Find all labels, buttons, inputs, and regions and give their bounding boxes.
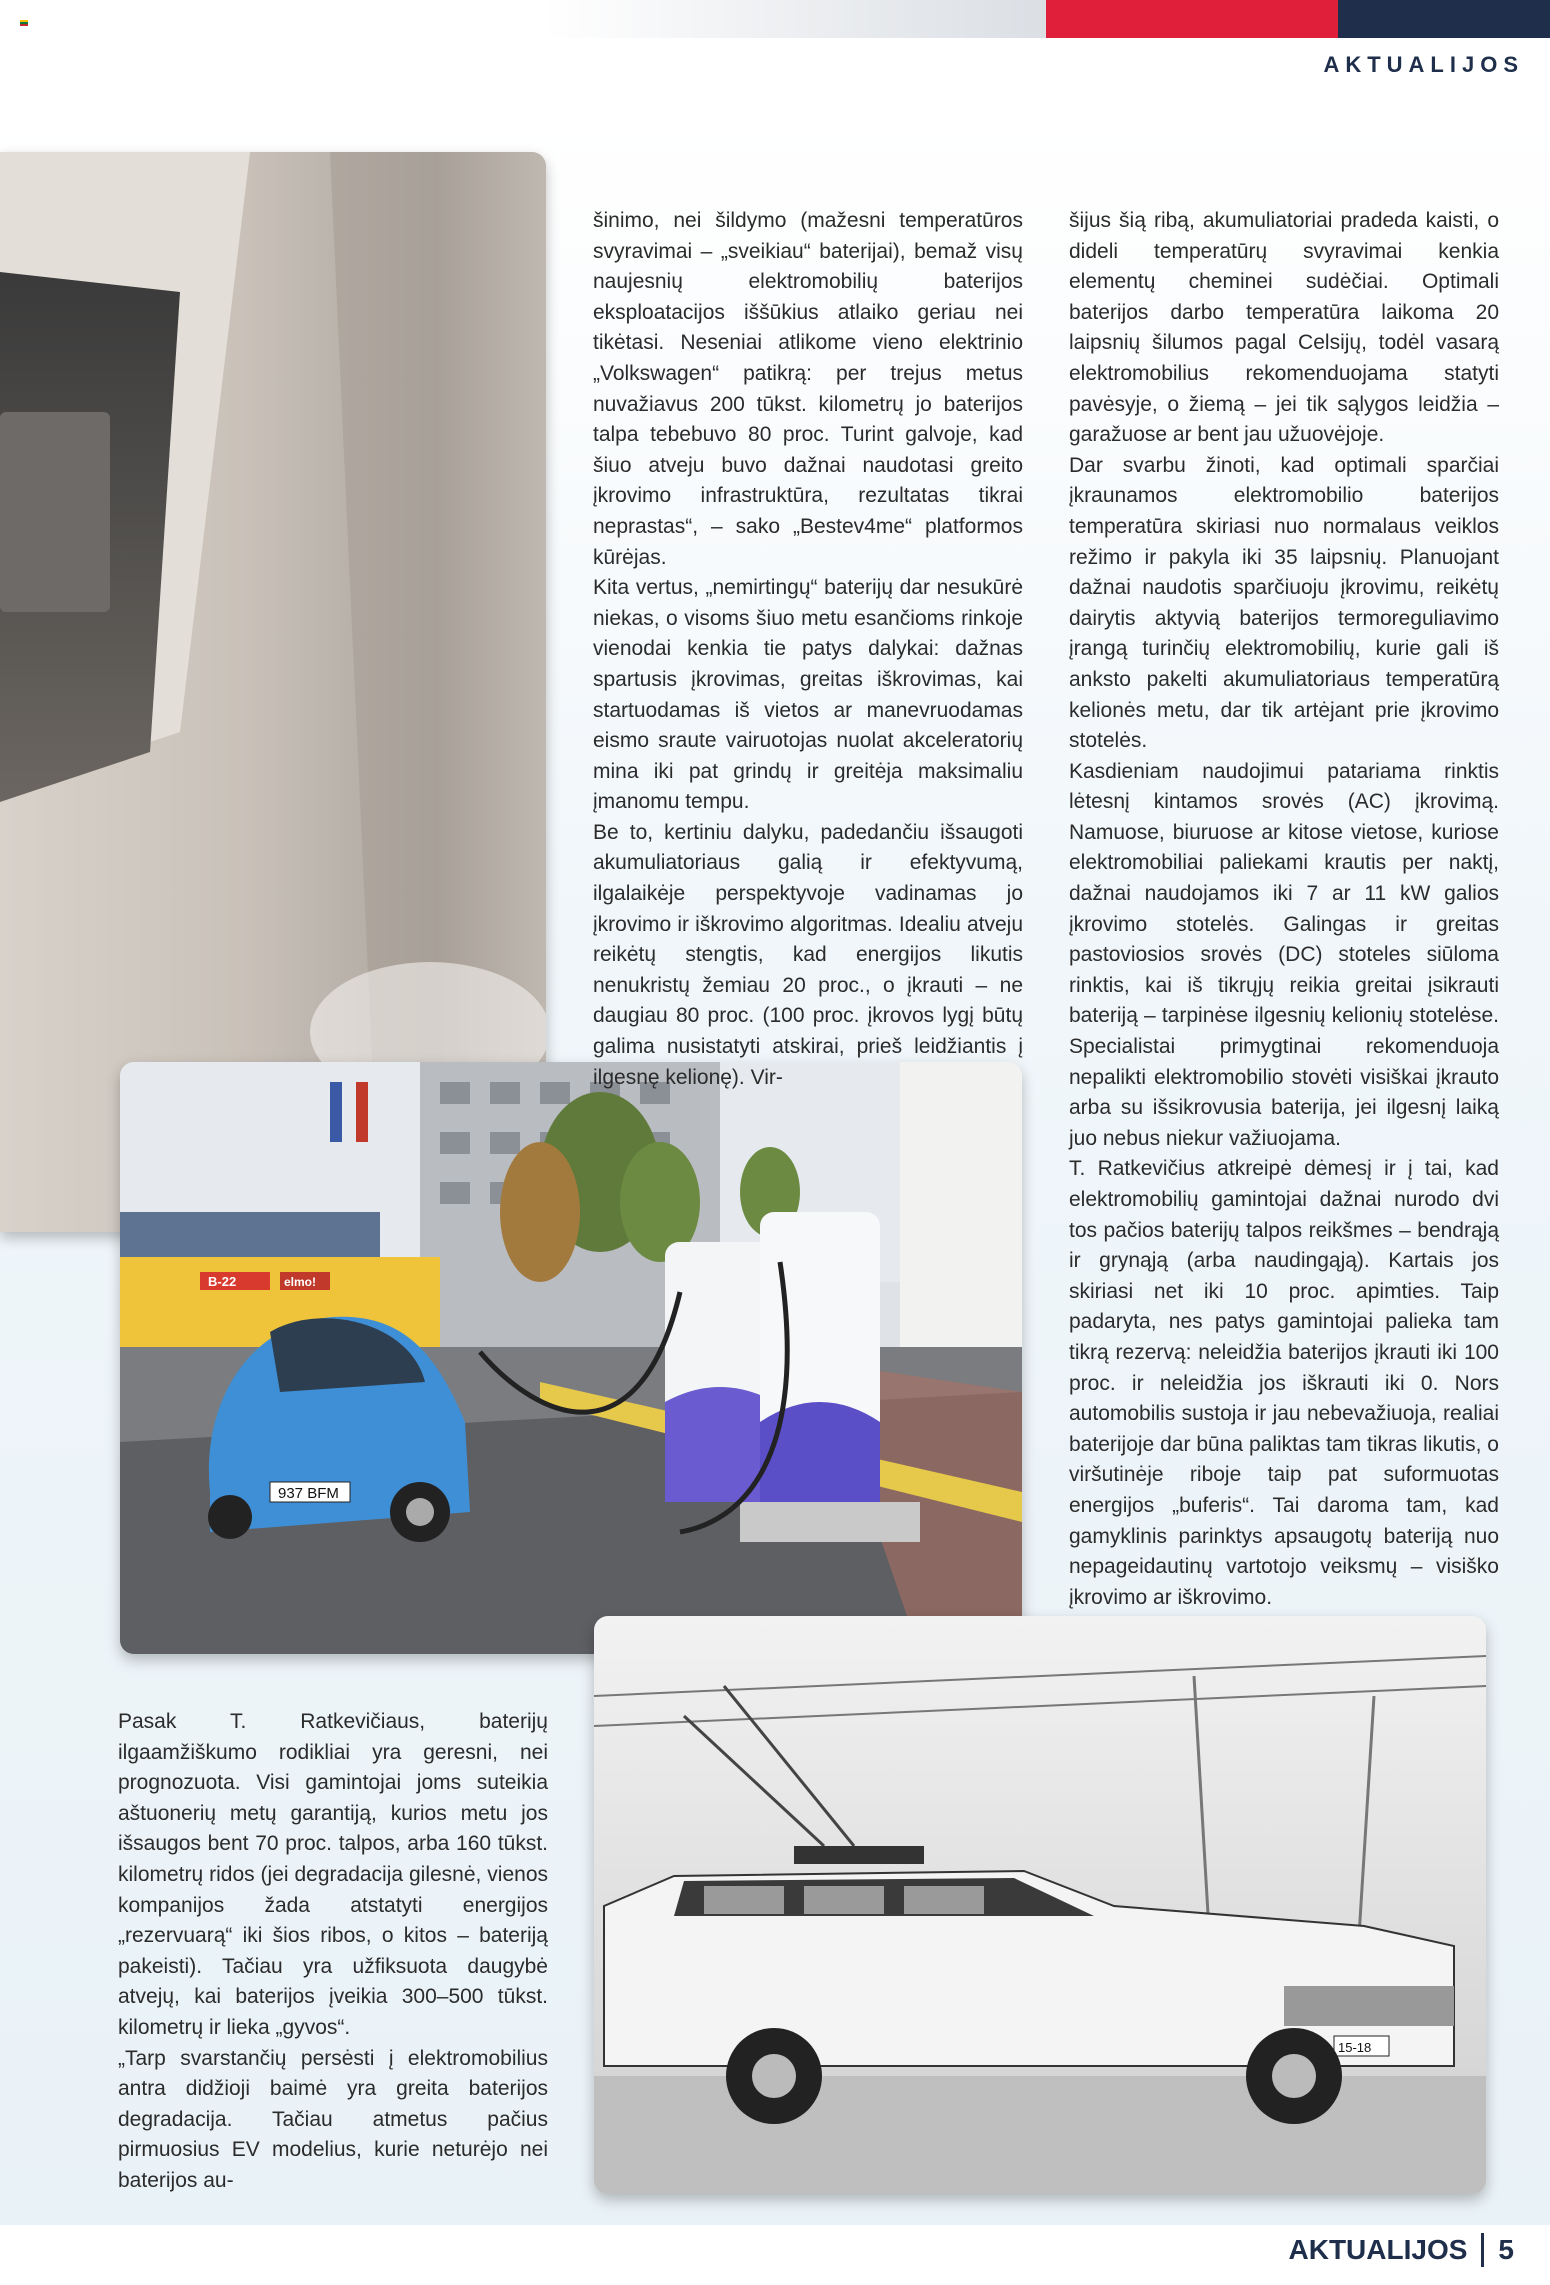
ev-plate-text: 937 BFM xyxy=(278,1485,339,1502)
paragraph: Kita vertus, „nemirtingų“ baterijų dar nesukūrė niekas, o visoms šiuo metu esančioms rinkoje vienodai kenkia tie patys dalykai: dažnas spartusis įkrovimas, greitas iškrovimas, kai startuodamas iš vietos ar manevruodamas eismo sraute vairuotojas nuolat akceleratorių mina iki pat grindų ir greitėja maksimaliu įmanomu tempu. xyxy=(593,576,1023,814)
article-column-left-bottom xyxy=(118,1707,548,2197)
footer-divider xyxy=(1481,2233,1484,2267)
paragraph: T. Ratkevičius atkreipė dėmesį ir į tai, kad elektromobilių gamintojai dažnai nurodo dvi tos pačios baterijų talpos reikšmes – bendrąją ir grynąją (arba naudingąją). Kartais jos skiriasi net iki 10 proc. apimties. Taip padaryta, nes patys gamintojai palieka tam tikrą rezervą: neleidžia baterijos įkrauti iki 100 proc. ir neleidžia jos iškrauti iki 0. Nors automobilis sustoja ir jau nebevažiuoja, realiai baterijoje dar būna paliktas tam tikras likutis, o viršutinėje riboje taip pat suformuotas energijos „buferis“. Tai daroma tam, kad gamyklinis parinktys apsaugotų bateriją nuo nepageidautinų vartotojo veiksmų – visiško įkrovimo ar iškrovimo. xyxy=(1069,1157,1499,1609)
paragraph: šinimo, nei šildymo (mažesni temperatūros svyravimai – „sveikiau“ baterijai), bemaž visų naujesnių elektromobilių baterijos eksploatacijos iššūkius atlaiko geriau nei tikėtasi. Neseniai atlikome vieno elektrinio „Volkswagen“ patikrą: per trejus metus nuvažiavus 200 tūkst. kilometrų jo baterijos talpa tebebuvo 80 proc. Turint galvoje, kad šiuo atveju buvo dažnai naudotasi greito įkrovimo infrastruktūra, rezultatas tikrai neprastas“, – sako „Bestev4me“ platformos kūrėjas. xyxy=(593,209,1023,569)
article-column-right xyxy=(1069,206,1499,1613)
paragraph: Pasak T. Ratkevičiaus, baterijų ilgaamžiškumo rodikliai yra geresni, nei prognozuota. Visi gamintojai joms suteikia aštuonerių metų garantiją, kurios metu jos išsaugos bent 70 proc. talpos, arba 160 tūkst. kilometrų ridos (jei degradacija gilesnė, vienos kompanijos žada atstatyti energijos „rezervuarą“ iki šios ribos, o kitos – bateriją pakeisti). Tačiau yra užfiksuota daugybė atvejų, kai baterijos įveikia 300–500 tūkst. kilometrų ir lieka „gyvos“. xyxy=(118,1710,548,2039)
ev-charging-photo xyxy=(120,1062,1022,1654)
vintage-volga-photo xyxy=(594,1616,1486,2194)
paragraph: Be to, kertiniu dalyku, padedančiu išsaugoti akumuliatoriaus galią ir efektyvumą, ilgalaikėje perspektyvoje vadinamas jo įkrovimo ir iškrovimo algoritmas. Idealiu atveju reikėtų stengtis, kad energijos likutis nenukristų žemiau 20 proc., o įkrauti – ne daugiau 80 proc. (100 proc. įkrovos lygį būtų galima nusistatyti atskirai, prieš leidžiantis į ilgesnę kelionę). Vir- xyxy=(593,820,1023,1089)
top-bar-red-block xyxy=(1046,0,1338,38)
top-bar-navy-block xyxy=(1338,0,1550,38)
section-header-label: AKTUALIJOS xyxy=(1323,52,1524,77)
article-column-middle xyxy=(593,206,1023,1093)
footer-section-label: AKTUALIJOS xyxy=(1288,2234,1468,2265)
store-sign-text: B-22 xyxy=(208,1274,237,1289)
page-number: 5 xyxy=(1498,2234,1514,2265)
flag-icon xyxy=(20,20,28,26)
paragraph: „Tarp svarstančių persėsti į elektromobilius antra didžioji baimė yra greita baterijos degradacija. Tačiau atmetus pačius pirmuosius EV modelius, kurie neturėjo nei baterijos au- xyxy=(118,2046,548,2192)
paragraph: šijus šią ribą, akumuliatoriai pradeda kaisti, o dideli temperatūrų svyravimai kenkia elementų cheminei sudėčiai. Optimali baterijos darbo temperatūra laikoma 20 laipsnių šilumos pagal Celsijų, todėl vasarą elektromobilius rekomenduojama statyti pavėsyje, o žiemą – jei tik sąlygos leidžia – garažuose ar bent jau užuovėjoje. xyxy=(1069,209,1499,447)
store-logo-text: elmo! xyxy=(284,1275,317,1289)
page-footer xyxy=(1289,2233,1514,2267)
paragraph: Dar svarbu žinoti, kad optimali sparčiai įkraunamos elektromobilio baterijos temperatūra skiriasi nuo normalaus veiklos režimo ir pakyla iki 35 laipsnių. Planuojant dažnai naudotis sparčiuoju įkrovimu, reikėtų dairytis aktyvią baterijos termoreguliavimo įrangą turinčių elektromobilių, kurie gali iš anksto pakelti akumuliatoriaus temperatūrą kelionės metu, dar tik artėjant prie įkrovimo stotelės. xyxy=(1069,453,1499,753)
paragraph: Kasdieniam naudojimui patariama rinktis lėtesnį kintamos srovės (AC) įkrovimą. Namuose, biuruose ar kitose vietose, kuriose elektromobiliai paliekami krautis per naktį, dažnai naudojamos iki 7 ar 11 kW galios įkrovimo stotelės. Galingas ir greitas pastoviosios srovės (DC) stoteles siūloma rinktis, kai iš tikrųjų reikia greitai įsikrauti bateriją – tarpinėse ilgesnių kelionių stotelėse. Specialistai primygtinai rekomenduoja nepalikti elektromobilio stovėti visiškai įkrauto arba su išsikrovusia baterija, jei ilgesnį laiką juo nebus niekur važiuojama. xyxy=(1069,759,1499,1150)
top-decor-bar xyxy=(0,0,1550,38)
volga-plate-text: 15-18 xyxy=(1338,2040,1372,2055)
